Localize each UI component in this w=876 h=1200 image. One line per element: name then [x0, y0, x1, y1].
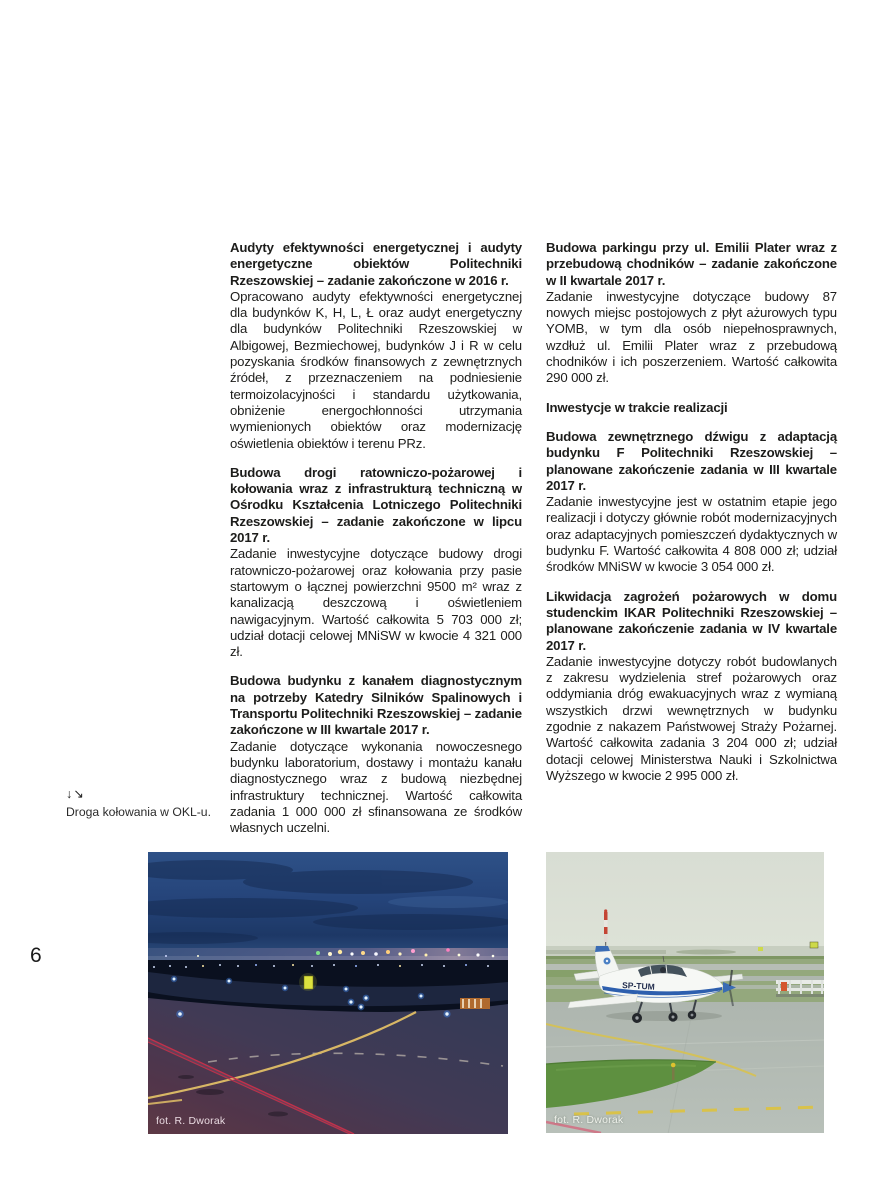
section-body: Zadanie inwestycyjne dotyczy robót budowlanych z zakresu wydzielenia stref pożarowych oraz oddymiania dróg ewakuacyjnych wraz z wymianą wszystkich drzwi wewnętrznych w budynku zgodnie z nakazem Państwowej Straży Pożarnej. Wartość całkowita zadania 3 204 000 zł; udział dotacji celowej Ministerstwa Nauki i Szkolnictwa Wyższego w kwocie 2 995 000 zł. — [546, 653, 837, 783]
section-heading: Audyty efektywności energetycznej i audyty energetyczne obiektów Politechniki Rzeszowskiej – zadanie zakończone w 2016 r. — [230, 240, 522, 288]
photo-night-taxiway — [148, 852, 508, 1134]
article-section — [230, 673, 522, 836]
section-body: Zadanie dotyczące wykonania nowoczesnego budynku laboratorium, dostawy i montażu kanału diagnostycznego wraz z budową niezbędnej infrastruktury technicznej. Wartość całkowita zadania 1 000 000 zł sfinansowana ze środków własnych uczelni. — [230, 738, 522, 836]
subsection-heading: Inwestycje w trakcie realizacji — [546, 399, 728, 415]
section-heading: Budowa drogi ratowniczo-pożarowej i kołowania wraz z infrastrukturą techniczną w Ośrodku Kształcenia Lotniczego Politechniki Rzeszowskiej – zadanie zakończone w lipcu 2017 r. — [230, 464, 522, 546]
article-section — [230, 240, 522, 452]
photo-credit: fot. R. Dworak — [156, 1115, 226, 1127]
pilot — [660, 967, 666, 973]
blast-fence — [776, 980, 824, 997]
airplane-illustration — [546, 852, 824, 1133]
text-column-left — [230, 240, 522, 849]
marker-post — [672, 1066, 675, 1080]
section-body: Opracowano audyty efektywności energetycznej dla budynków K, H, L, Ł oraz audyt energetyczny dla budynków Politechniki Rzeszowskiej w Albigowej, Bezmiechowej, budynków J i R w celu pozyskania środków finansowych z zewnętrznych źródeł, z przeznaczeniem na podniesienie termoizolacyjności i standardu użytkowania, obniżenie energochłonności utrzymania wymienionych obiektów oraz modernizację oświetlenia obiektów i terenu PRz. — [230, 288, 522, 451]
article-section — [546, 589, 837, 785]
orange-panel — [781, 982, 787, 991]
section-heading: Budowa budynku z kanałem diagnostycznym na potrzeby Katedry Silników Spalinowych i Transportu Politechniki Rzeszowskiej – zadanie zakończone w III kwartale 2017 r. — [230, 673, 522, 738]
page-number: 6 — [30, 944, 42, 967]
distant-sign — [810, 942, 818, 948]
lit-fence-strip — [460, 998, 490, 1009]
photo-caption — [66, 786, 236, 820]
text-column-right — [546, 240, 837, 797]
section-heading: Budowa parkingu przy ul. Emilii Plater wraz z przebudową chodników – zadanie zakończone w II kwartale 2017 r. — [546, 240, 837, 288]
caption-text: Droga kołowania w OKL-u. — [66, 804, 211, 819]
article-section — [546, 429, 837, 576]
aircraft-shadow — [606, 1011, 722, 1021]
night-airfield-illustration — [148, 852, 508, 1134]
article-section — [546, 240, 837, 387]
section-body: Zadanie inwestycyjne jest w ostatnim etapie jego realizacji i dotyczy głównie robót modernizacyjnych oraz adaptacyjnych pomieszczeń dydaktycznych w budynku F. Wartość całkowita 4 808 000 zł; udział środków MNiSW w kwocie 3 054 000 zł. — [546, 494, 837, 575]
caption-arrow-icons: ↓↘ — [66, 787, 85, 801]
section-body: Zadanie inwestycyjne dotyczące budowy 87 nowych miejsc postojowych z płyt ażurowych typu YOMB, w tym dla osób niepełnosprawnych, wzdłuż ul. Emilii Plater wraz z przebudową chodników i ich poszerzeniem. Wartość całkowita 290 000 zł. — [546, 288, 837, 386]
article-section — [230, 465, 522, 661]
taxiway-sign — [299, 973, 317, 991]
aircraft-registration: SP-TUM — [621, 980, 655, 992]
section-heading: Budowa zewnętrznego dźwigu z adaptacją budynku F Politechniki Rzeszowskiej – planowane zakończenie zadania w III kwartale 2017 r. — [546, 428, 837, 493]
section-body: Zadanie inwestycyjne dotyczące budowy drogi ratowniczo-pożarowej oraz kołowania przy pasie startowym o łącznej powierzchni 9500 m² wraz z kanalizacją deszczową i oświetleniem nawigacyjnym. Wartość całkowita 5 703 000 zł; udział dotacji celowej MNiSW w kwocie 4 321 000 zł. — [230, 546, 522, 660]
checkered-pole — [604, 909, 608, 946]
photo-credit: fot. R. Dworak — [554, 1114, 624, 1126]
photo-airplane — [546, 852, 824, 1133]
section-heading: Likwidacja zagrożeń pożarowych w domu studenckim IKAR Politechniki Rzeszowskiej – planowane zakończenie zadania w IV kwartale 2017 r. — [546, 588, 837, 653]
distant-sign — [758, 947, 763, 951]
